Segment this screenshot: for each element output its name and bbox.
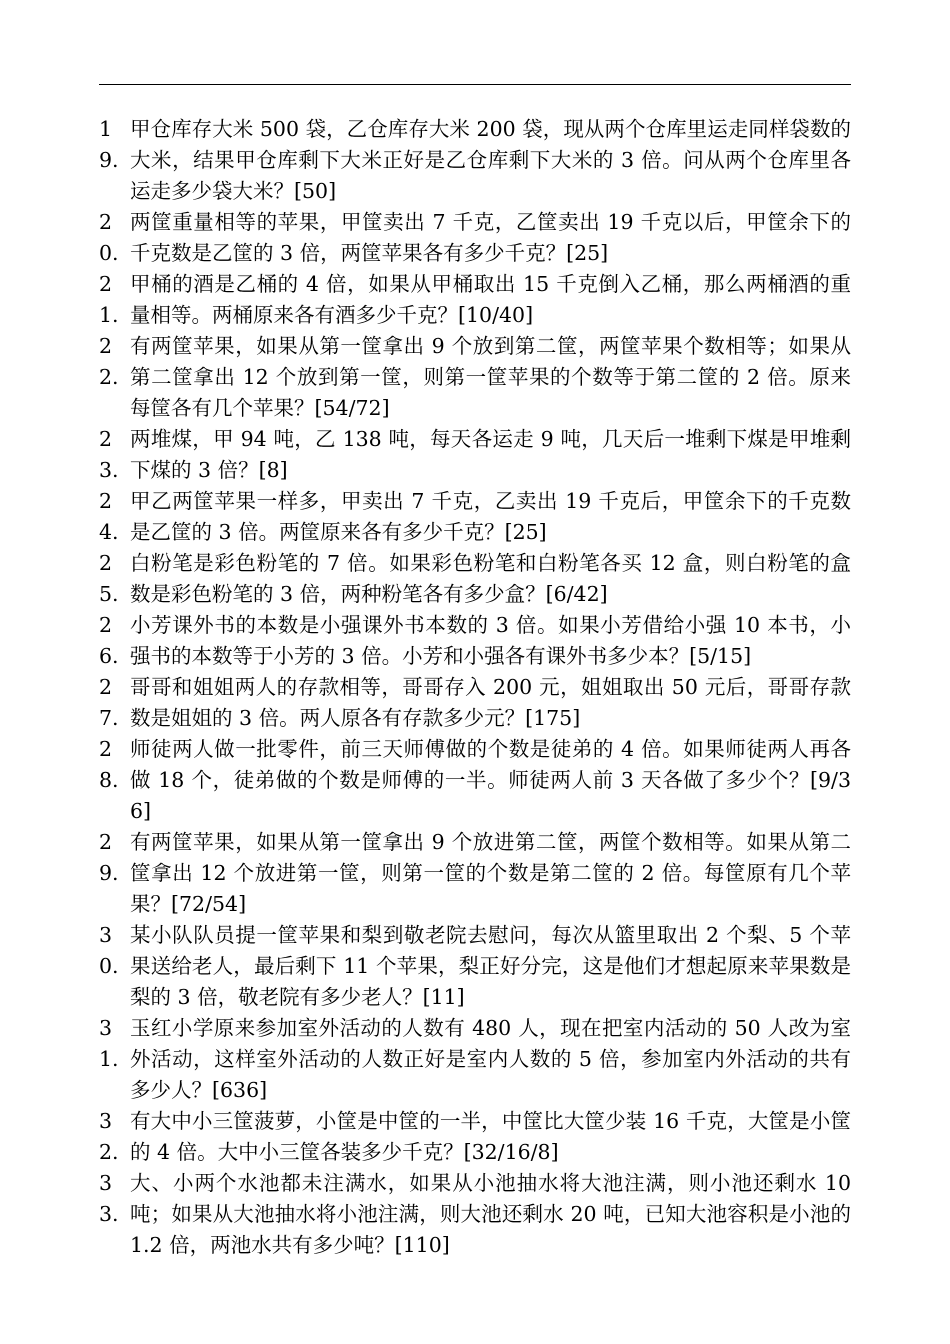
problem-item xyxy=(99,331,851,424)
problem-text: 师徒两人做一批零件，前三天师傅做的个数是徒弟的 4 倍。如果师徒两人再各做 18 个，徒弟做的个数是师傅的一半。师徒两人前 3 天各做了多少个？[9/36] xyxy=(130,737,851,823)
problem-item xyxy=(99,1013,851,1106)
problem-text: 甲桶的酒是乙桶的 4 倍，如果从甲桶取出 15 千克倒入乙桶，那么两桶酒的重量相等。两桶原来各有酒多少千克？[10/40] xyxy=(130,272,851,327)
problem-text: 有大中小三筐菠萝，小筐是中筐的一半，中筐比大筐少装 16 千克，大筐是小筐的 4 倍。大中小三筐各装多少千克？[32/16/8] xyxy=(130,1109,851,1164)
problem-number: 28. xyxy=(99,737,119,792)
problem-text: 哥哥和姐姐两人的存款相等，哥哥存入 200 元，姐姐取出 50 元后，哥哥存款数是姐姐的 3 倍。两人原各有存款多少元？[175] xyxy=(130,675,851,730)
problem-text: 有两筐苹果，如果从第一筐拿出 9 个放进第二筐，两筐个数相等。如果从第二筐拿出 12 个放进第一筐，则第一筐的个数是第二筐的 2 倍。每筐原有几个苹果？[72/54] xyxy=(130,830,851,916)
problem-item xyxy=(99,610,851,672)
problem-number: 24. xyxy=(99,489,119,544)
problem-item xyxy=(99,548,851,610)
problem-item xyxy=(99,827,851,920)
problem-text: 某小队队员提一筐苹果和梨到敬老院去慰问，每次从篮里取出 2 个梨、5 个苹果送给老人，最后剩下 11 个苹果，梨正好分完，这是他们才想起原来苹果数是梨的 3 倍，敬老院有多少老人？[11] xyxy=(130,923,851,1009)
problem-number: 23. xyxy=(99,427,119,482)
problem-item xyxy=(99,1106,851,1168)
problem-text: 有两筐苹果，如果从第一筐拿出 9 个放到第二筐，两筐苹果个数相等；如果从第二筐拿出 12 个放到第一筐，则第一筐苹果的个数等于第二筐的 2 倍。原来每筐各有几个苹果？[54/72] xyxy=(130,334,851,420)
problem-text: 白粉笔是彩色粉笔的 7 倍。如果彩色粉笔和白粉笔各买 12 盒，则白粉笔的盒数是彩色粉笔的 3 倍，两种粉笔各有多少盒？[6/42] xyxy=(130,551,851,606)
problem-item xyxy=(99,424,851,486)
problem-text: 玉红小学原来参加室外活动的人数有 480 人，现在把室内活动的 50 人改为室外活动，这样室外活动的人数正好是室内人数的 5 倍，参加室内外活动的共有多少人？[636] xyxy=(130,1016,851,1102)
problem-number: 33. xyxy=(99,1171,119,1226)
problem-number: 20. xyxy=(99,210,119,265)
problem-text: 甲乙两筐苹果一样多，甲卖出 7 千克，乙卖出 19 千克后，甲筐余下的千克数是乙筐的 3 倍。两筐原来各有多少千克？[25] xyxy=(130,489,851,544)
problem-text: 大、小两个水池都未注满水，如果从小池抽水将大池注满，则小池还剩水 10 吨；如果从大池抽水将小池注满，则大池还剩水 20 吨，已知大池容积是小池的 1.2 倍，两池水共有多少吨？[110] xyxy=(130,1171,851,1257)
problem-number: 25. xyxy=(99,551,119,606)
problem-list xyxy=(99,114,851,1261)
problem-number: 30. xyxy=(99,923,119,978)
problem-number: 22. xyxy=(99,334,119,389)
problem-number: 21. xyxy=(99,272,119,327)
problem-number: 27. xyxy=(99,675,119,730)
problem-item xyxy=(99,207,851,269)
header-rule xyxy=(99,84,851,85)
problem-number: 32. xyxy=(99,1109,119,1164)
problem-number: 26. xyxy=(99,613,119,668)
problem-item xyxy=(99,269,851,331)
problem-text: 两筐重量相等的苹果，甲筐卖出 7 千克，乙筐卖出 19 千克以后，甲筐余下的千克数是乙筐的 3 倍，两筐苹果各有多少千克？[25] xyxy=(130,210,851,265)
problem-item xyxy=(99,486,851,548)
problem-item xyxy=(99,114,851,207)
problem-text: 小芳课外书的本数是小强课外书本数的 3 倍。如果小芳借给小强 10 本书，小强书的本数等于小芳的 3 倍。小芳和小强各有课外书多少本？[5/15] xyxy=(130,613,851,668)
problem-item xyxy=(99,1168,851,1261)
problem-number: 19. xyxy=(99,117,119,172)
problem-text: 两堆煤，甲 94 吨，乙 138 吨，每天各运走 9 吨，几天后一堆剩下煤是甲堆剩下煤的 3 倍？[8] xyxy=(130,427,851,482)
problem-number: 29. xyxy=(99,830,119,885)
problem-item xyxy=(99,920,851,1013)
problem-item xyxy=(99,672,851,734)
problem-item xyxy=(99,734,851,827)
problem-text: 甲仓库存大米 500 袋，乙仓库存大米 200 袋，现从两个仓库里运走同样袋数的大米，结果甲仓库剩下大米正好是乙仓库剩下大米的 3 倍。问从两个仓库里各运走多少袋大米？[50] xyxy=(130,117,851,203)
problem-number: 31. xyxy=(99,1016,119,1071)
